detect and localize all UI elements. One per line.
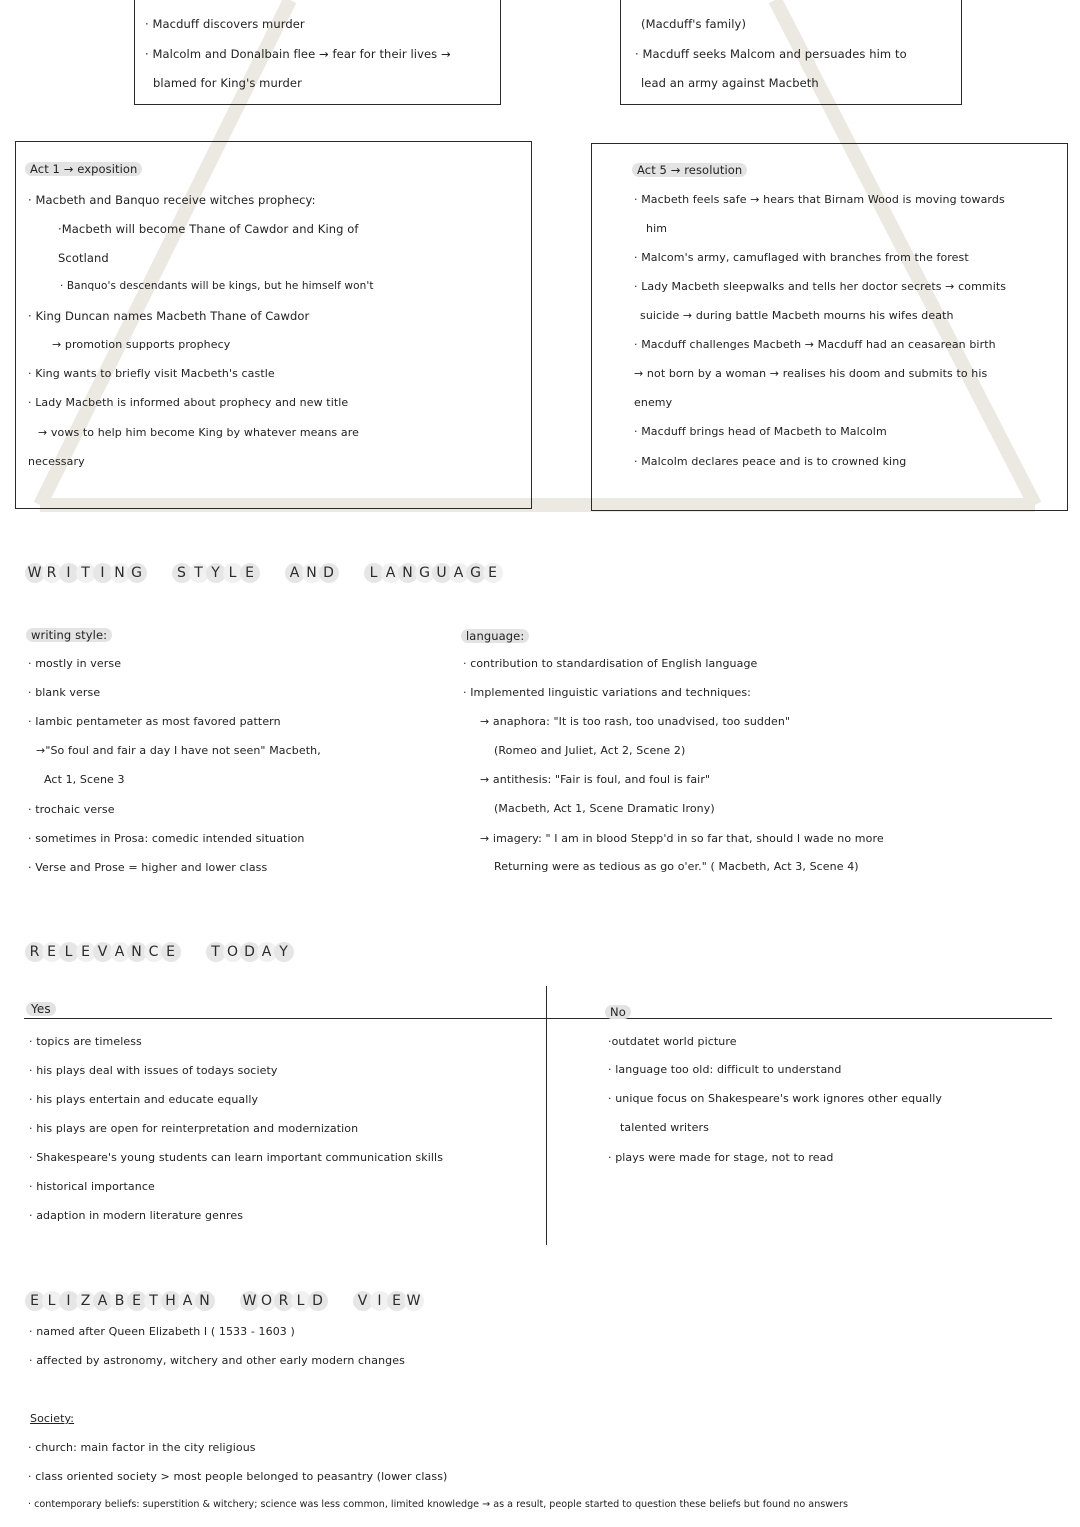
act4-line: (Macduff's family) [641, 17, 747, 31]
no-line: · unique focus on Shakespeare's work ignores other equally [608, 1092, 943, 1105]
heading-letter: O [224, 941, 241, 963]
heading-letter: E [26, 1290, 43, 1312]
heading-letter: A [450, 562, 467, 584]
heading-letter: E [484, 562, 501, 584]
writing-style-line: · Verse and Prose = higher and lower class [28, 861, 268, 874]
heading-letter: R [275, 1290, 292, 1312]
act1-line: necessary [28, 455, 85, 468]
act1-line: · Macbeth and Banquo receive witches prophecy: [28, 193, 316, 207]
heading-word-letters [26, 1290, 213, 1312]
heading-letter: E [162, 941, 179, 963]
heading-letter: E [128, 1290, 145, 1312]
heading-letter: I [60, 1290, 77, 1312]
heading-letter: E [241, 562, 258, 584]
act1-box [15, 141, 532, 509]
heading-letter: C [145, 941, 162, 963]
writing-style-line: Act 1, Scene 3 [44, 773, 125, 786]
heading-letter: S [173, 562, 190, 584]
no-line: ·outdatet world picture [608, 1035, 737, 1048]
heading-letter: D [320, 562, 337, 584]
heading-word-letters [26, 941, 179, 963]
act1-line: · King Duncan names Macbeth Thane of Cawdor [28, 309, 310, 323]
language-line: Returning were as tedious as go o'er." ( Macbeth, Act 3, Scene 4) [494, 860, 859, 873]
act5-line: suicide → during battle Macbeth mourns his wifes death [640, 309, 954, 322]
elizabethan-line: · named after Queen Elizabeth I ( 1533 - 1603 ) [29, 1325, 295, 1338]
act1-line: · Banquo's descendants will be kings, but he himself won't [60, 280, 374, 292]
society-line: · contemporary beliefs: superstition & witchery; science was less common, limited knowledge → as a result, people started to question these beliefs but found no answers [28, 1499, 848, 1510]
act5-line: · Macduff brings head of Macbeth to Malcolm [634, 425, 887, 438]
heading-word-letters [365, 562, 501, 584]
writing-style-line: · trochaic verse [28, 803, 115, 816]
heading-letter: Z [77, 1290, 94, 1312]
act1-line: → promotion supports prophecy [52, 338, 231, 351]
heading-word-letters [354, 1290, 422, 1312]
heading-letter: A [111, 941, 128, 963]
relevance-heading [26, 941, 320, 963]
heading-letter: L [365, 562, 382, 584]
heading-letter: N [196, 1290, 213, 1312]
heading-word-letters [26, 562, 145, 584]
writing-style-label: writing style: [31, 628, 112, 642]
language-line: → antithesis: "Fair is foul, and foul is fair" [480, 773, 711, 786]
heading-letter: L [292, 1290, 309, 1312]
language-line: · contribution to standardisation of English language [463, 657, 758, 670]
heading-letter: Y [207, 562, 224, 584]
act2-line: · Macduff discovers murder [145, 17, 305, 31]
act2-line: blamed for King's murder [153, 76, 302, 90]
language-line: (Macbeth, Act 1, Scene Dramatic Irony) [494, 802, 715, 815]
heading-letter: U [433, 562, 450, 584]
elizabethan-heading [26, 1290, 450, 1312]
act4-line: lead an army against Macbeth [641, 76, 819, 90]
writing-style-line: · sometimes in Prosa: comedic intended situation [28, 832, 305, 845]
yes-line: · adaption in modern literature genres [29, 1209, 244, 1222]
act1-title: Act 1 → exposition [30, 162, 142, 176]
yes-line: · historical importance [29, 1180, 155, 1193]
act4-line: · Macduff seeks Malcom and persuades him to [635, 47, 907, 61]
act2-box [134, 0, 501, 105]
no-line: · language too old: difficult to understand [608, 1063, 842, 1076]
elizabethan-line: · affected by astronomy, witchery and other early modern changes [29, 1354, 405, 1367]
heading-letter: L [60, 941, 77, 963]
yes-line: · his plays deal with issues of todays society [29, 1064, 278, 1077]
heading-letter: V [354, 1290, 371, 1312]
heading-letter: B [111, 1290, 128, 1312]
society-line: · church: main factor in the city religious [28, 1441, 256, 1454]
heading-letter: I [371, 1290, 388, 1312]
heading-letter: N [128, 941, 145, 963]
heading-letter: D [241, 941, 258, 963]
heading-letter: Y [275, 941, 292, 963]
heading-letter: N [399, 562, 416, 584]
act5-line: · Malcom's army, camuflaged with branches from the forest [634, 251, 969, 264]
heading-letter: E [77, 941, 94, 963]
act5-box [591, 143, 1068, 511]
heading-letter: N [303, 562, 320, 584]
language-line: (Romeo and Juliet, Act 2, Scene 2) [494, 744, 686, 757]
society-line: · class oriented society > most people belonged to peasantry (lower class) [28, 1470, 448, 1483]
act1-line: · King wants to briefly visit Macbeth's castle [28, 367, 275, 380]
writing-heading [26, 562, 529, 584]
heading-letter: O [258, 1290, 275, 1312]
no-line: · plays were made for stage, not to read [608, 1151, 834, 1164]
heading-letter: N [111, 562, 128, 584]
society-label: Society: [30, 1412, 75, 1425]
act5-line: · Macduff challenges Macbeth → Macduff had an ceasarean birth [634, 338, 996, 351]
writing-style-line: · mostly in verse [28, 657, 122, 670]
writing-style-line: →"So foul and fair a day I have not seen" Macbeth, [36, 744, 321, 757]
heading-letter: A [286, 562, 303, 584]
heading-letter: G [416, 562, 433, 584]
heading-letter: G [467, 562, 484, 584]
heading-letter: W [241, 1290, 258, 1312]
relevance-table-divider [546, 986, 547, 1245]
heading-letter: R [26, 941, 43, 963]
yes-label: Yes [31, 1002, 56, 1016]
heading-letter: H [162, 1290, 179, 1312]
heading-letter: A [382, 562, 399, 584]
heading-letter: L [43, 1290, 60, 1312]
act2-line: · Malcolm and Donalbain flee → fear for their lives → [145, 47, 451, 61]
language-label: language: [466, 629, 529, 643]
act5-line: enemy [634, 396, 673, 409]
yes-line: · topics are timeless [29, 1035, 142, 1048]
heading-letter: E [388, 1290, 405, 1312]
act1-line: ·Macbeth will become Thane of Cawdor and King of [58, 222, 359, 236]
language-line: → imagery: " I am in blood Stepp'd in so far that, should I wade no more [480, 832, 884, 845]
heading-letter: W [405, 1290, 422, 1312]
heading-letter: L [224, 562, 241, 584]
heading-letter: D [309, 1290, 326, 1312]
heading-letter: A [179, 1290, 196, 1312]
language-line: · Implemented linguistic variations and techniques: [463, 686, 751, 699]
heading-word-letters [207, 941, 292, 963]
heading-letter: G [128, 562, 145, 584]
heading-letter: I [60, 562, 77, 584]
heading-letter: R [43, 562, 60, 584]
act1-line: Scotland [58, 251, 109, 265]
heading-letter: A [258, 941, 275, 963]
act5-line: · Malcolm declares peace and is to crowned king [634, 455, 907, 468]
no-line: talented writers [620, 1121, 709, 1134]
yes-line: · Shakespeare's young students can learn important communication skills [29, 1151, 444, 1164]
yes-line: · his plays entertain and educate equally [29, 1093, 259, 1106]
heading-word-letters [241, 1290, 326, 1312]
writing-style-line: · blank verse [28, 686, 101, 699]
act5-line: → not born by a woman → realises his doom and submits to his [634, 367, 988, 380]
heading-word-letters [173, 562, 258, 584]
heading-letter: V [94, 941, 111, 963]
act5-title: Act 5 → resolution [637, 163, 747, 177]
act5-line: · Lady Macbeth sleepwalks and tells her doctor secrets → commits [634, 280, 1007, 293]
writing-style-line: · Iambic pentameter as most favored pattern [28, 715, 281, 728]
no-label: No [610, 1005, 631, 1019]
act5-line: · Macbeth feels safe → hears that Birnam Wood is moving towards [634, 193, 1005, 206]
heading-letter: T [77, 562, 94, 584]
act1-line: → vows to help him become King by whatever means are [38, 426, 359, 439]
act1-line: · Lady Macbeth is informed about prophecy and new title [28, 396, 349, 409]
heading-letter: A [94, 1290, 111, 1312]
heading-word-letters [286, 562, 337, 584]
heading-letter: W [26, 562, 43, 584]
heading-letter: T [145, 1290, 162, 1312]
heading-letter: I [94, 562, 111, 584]
act4-box [620, 0, 962, 105]
language-line: → anaphora: "It is too rash, too unadvised, too sudden" [480, 715, 791, 728]
yes-line: · his plays are open for reinterpretation and modernization [29, 1122, 359, 1135]
heading-letter: E [43, 941, 60, 963]
heading-letter: T [190, 562, 207, 584]
relevance-table-rule [24, 1018, 1052, 1019]
act5-line: him [646, 222, 668, 235]
heading-letter: T [207, 941, 224, 963]
